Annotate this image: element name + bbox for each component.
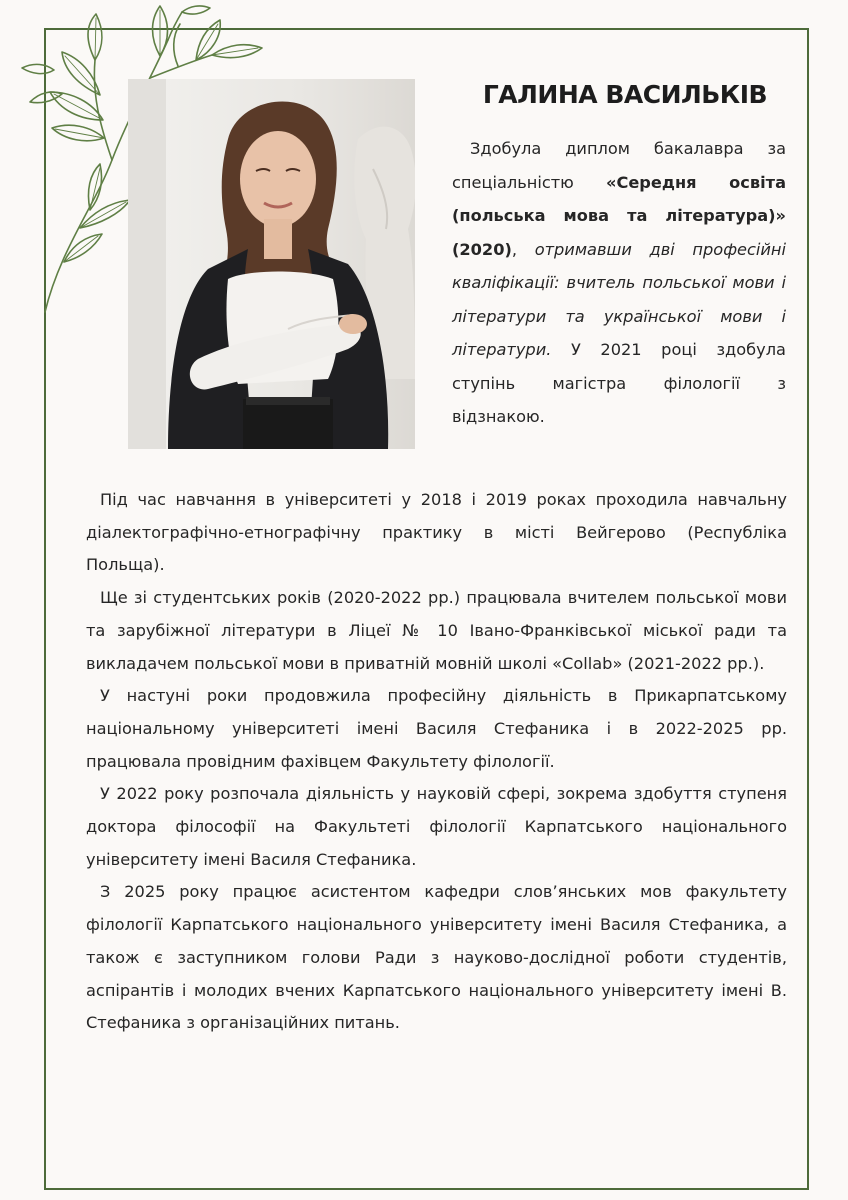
bio-summary-paragraph: [452, 132, 786, 434]
bio-paragraph: Ще зі студентських років (2020-2022 рр.) працювала вчителем польської мови та зарубіжної літератури в Ліцеї № 10 Івано-Франківської міської ради та викладачем польської мови в приватній мовній школі «Collab» (2021-2022 рр.).: [86, 588, 787, 673]
biography-body: [86, 484, 787, 1040]
bio-qualifications: отримавши дві професійні кваліфікації: вчитель польської мови і літератури та української мови і літератури.: [452, 239, 786, 359]
bio-paragraph: З 2025 року працює асистентом кафедри слов’янських мов факультету філології Карпатського національного університету імені Василя Стефаника, а також є заступником голови Ради з науково-дослідної роботи студентів, аспірантів і молодих вчених Карпатського національного університету імені В. Стефаника з організаційних питань.: [86, 882, 787, 1033]
portrait-photo: [128, 79, 415, 449]
bio-summary: [452, 132, 786, 434]
bio-specialty: «Середня освіта (польська мова та література)» (2020): [452, 172, 786, 259]
bio-paragraph: Під час навчання в університеті у 2018 і 2019 роках проходила навчальну діалектографічно-етнографічну практику в місті Вейгерово (Республіка Польща).: [86, 490, 787, 575]
bio-text: Здобула диплом бакалавра за спеціальністю: [452, 139, 786, 192]
bio-text: ,: [511, 239, 518, 259]
person-name: ГАЛИНА ВАСИЛЬКІВ: [482, 80, 768, 109]
bio-paragraph: У 2022 року розпочала діяльність у науковій сфері, зокрема здобуття ступеня доктора філософії на Факультеті філології Карпатського національного університету імені Василя Стефаника.: [86, 784, 787, 869]
bio-text: У 2021 році здобула ступінь магістра філології з відзнакою.: [452, 340, 786, 426]
bio-paragraph: У настуні роки продовжила професійну діяльність в Прикарпатському національному університеті імені Василя Стефаника і в 2022-2025 рр. працювала провідним фахівцем Факультету філології.: [86, 686, 787, 771]
